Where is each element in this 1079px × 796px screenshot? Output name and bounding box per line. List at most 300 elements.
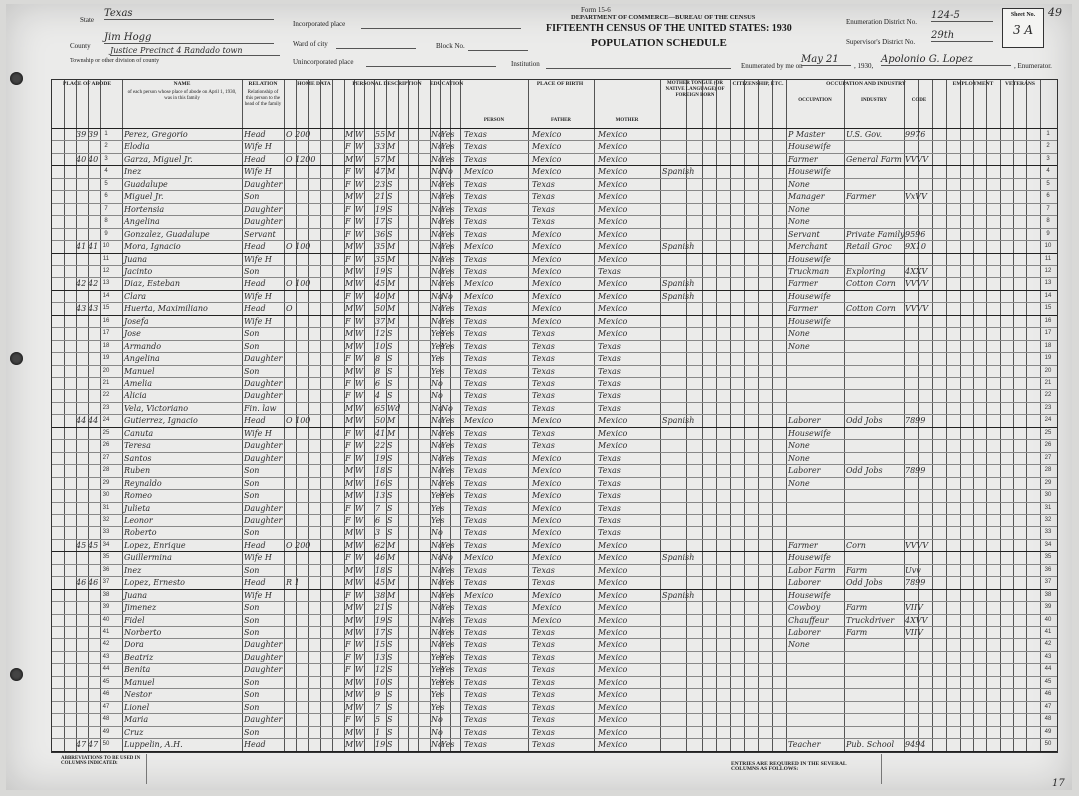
birthplace-father: Texas <box>532 640 555 650</box>
age: 6 <box>375 515 381 525</box>
line-number-right: 13 <box>1044 280 1052 287</box>
father-header: FATHER <box>550 118 572 123</box>
person-name: Ruben <box>124 466 151 476</box>
age: 12 <box>375 665 386 675</box>
sex: F <box>345 715 351 725</box>
table-row <box>52 526 1057 538</box>
birthplace-person: Mexico <box>464 553 494 563</box>
race: W <box>355 329 364 339</box>
birthplace-father: Texas <box>532 690 555 700</box>
age: 13 <box>375 652 386 662</box>
line-number: 45 <box>102 678 110 685</box>
school-attendance: Yes <box>431 366 445 376</box>
industry: Cotton Corn <box>846 279 896 289</box>
age: 9 <box>375 690 381 700</box>
birthplace-person: Texas <box>464 130 487 139</box>
line-number-right: 29 <box>1044 479 1052 486</box>
industry: Farmer <box>846 192 876 202</box>
sex: M <box>345 192 354 202</box>
line-number-right: 35 <box>1044 554 1052 561</box>
sex: F <box>345 640 351 650</box>
line-number: 16 <box>102 317 110 324</box>
line-number: 14 <box>102 292 110 299</box>
line-number: 2 <box>104 143 108 150</box>
industry: Odd Jobs <box>846 578 883 588</box>
birthplace-mother: Mexico <box>598 154 628 164</box>
birthplace-person: Texas <box>464 665 487 675</box>
race: W <box>355 503 364 513</box>
birthplace-person: Texas <box>464 354 487 364</box>
birthplace-mother: Texas <box>598 366 621 376</box>
line-number-right: 34 <box>1044 541 1052 548</box>
industry: Pub. School <box>846 740 895 750</box>
marital-status: M <box>387 254 396 264</box>
line-number-right: 40 <box>1044 616 1052 623</box>
relation: Wife H <box>244 590 272 600</box>
line-number: 32 <box>102 516 110 523</box>
age: 36 <box>375 229 386 239</box>
table-row <box>52 626 1057 638</box>
school-attendance: No <box>431 391 443 401</box>
sex: F <box>345 291 351 301</box>
birthplace-person: Texas <box>464 441 487 451</box>
line-number-right: 41 <box>1044 629 1052 635</box>
dwelling-number: 39 <box>76 130 87 139</box>
industry: Farm <box>846 603 868 613</box>
line-number: 40 <box>102 616 110 623</box>
industry: Truckdriver <box>846 615 895 625</box>
age: 8 <box>375 354 381 364</box>
block-line <box>468 42 528 51</box>
birthplace-mother: Mexico <box>598 279 628 289</box>
family-number: 42 <box>88 279 99 289</box>
supervisor-value: 29th <box>931 30 993 42</box>
school-attendance: No <box>431 204 443 214</box>
birthplace-mother: Mexico <box>598 578 628 588</box>
sex: F <box>345 503 351 513</box>
relation: Son <box>244 690 260 700</box>
group-personal: PERSONAL DESCRIPTION <box>352 81 422 87</box>
township-value: Justice Precinct 4 Randado town <box>110 46 280 56</box>
marital-status: S <box>387 652 393 662</box>
incorporated-line <box>361 20 521 29</box>
table-row <box>52 228 1057 240</box>
table-row <box>52 663 1057 675</box>
marital-status: S <box>387 503 393 513</box>
relation: Wife H <box>244 142 272 152</box>
census-title: FIFTEENTH CENSUS OF THE UNITED STATES: 1930 <box>546 23 792 34</box>
relation: Head <box>244 304 266 314</box>
occupation-code: VIIV <box>905 628 923 637</box>
can-read: Yes <box>441 279 455 289</box>
race: W <box>355 515 364 525</box>
person-name: Alicia <box>124 391 147 401</box>
birthplace-mother: Texas <box>598 528 621 538</box>
marital-status: S <box>387 491 393 501</box>
family-number: 41 <box>88 242 99 252</box>
person-name: Hortensia <box>124 204 165 214</box>
home-tenure: O 100 <box>286 242 311 252</box>
table-row <box>52 489 1057 501</box>
birthplace-person: Texas <box>464 578 487 588</box>
line-number-right: 12 <box>1044 267 1052 274</box>
can-read: Yes <box>441 491 455 501</box>
table-row <box>52 439 1057 451</box>
race: W <box>355 553 364 563</box>
person-name: Benita <box>124 665 151 675</box>
code-header: CODE <box>911 98 927 103</box>
incorporated-label: Incorporated place <box>293 20 346 28</box>
can-read: Yes <box>441 603 455 613</box>
person-name: Cruz <box>124 727 144 737</box>
can-read: Yes <box>441 242 455 252</box>
school-attendance: No <box>431 379 443 388</box>
birthplace-person: Texas <box>464 329 487 339</box>
line-number: 7 <box>104 205 108 212</box>
can-read: Yes <box>441 540 455 550</box>
group-home-data: HOME DATA <box>297 81 331 87</box>
birthplace-mother: Texas <box>598 391 621 401</box>
birthplace-mother: Mexico <box>598 740 628 750</box>
line-number: 34 <box>102 541 110 548</box>
can-read: No <box>441 403 453 413</box>
occupation-code: VVVV <box>905 540 929 550</box>
person-name: Beatriz <box>124 652 154 662</box>
line-number-right: 23 <box>1044 404 1052 411</box>
school-attendance: No <box>431 192 443 202</box>
birthplace-person: Texas <box>464 366 487 376</box>
mother-tongue: Spanish <box>662 167 695 177</box>
relation: Daughter <box>244 453 283 463</box>
relation: Wife H <box>244 291 272 301</box>
table-row <box>52 738 1057 750</box>
sex: M <box>345 677 354 687</box>
birthplace-father: Mexico <box>532 242 562 252</box>
race: W <box>355 615 364 625</box>
school-attendance: No <box>431 279 443 289</box>
school-attendance: Yes <box>431 503 445 513</box>
line-number: 41 <box>102 629 110 635</box>
occupation: Housewife <box>788 167 831 177</box>
age: 6 <box>375 379 381 388</box>
race: W <box>355 702 364 712</box>
person-name: Vela, Victoriano <box>124 403 189 413</box>
home-tenure: O 1200 <box>286 154 316 164</box>
can-read: No <box>441 553 453 563</box>
race: W <box>355 665 364 675</box>
marital-status: M <box>387 553 396 563</box>
sex: M <box>345 242 354 252</box>
sex: F <box>345 217 351 227</box>
birthplace-person: Texas <box>464 727 487 737</box>
sheet-value: 3 A <box>1012 23 1034 37</box>
birthplace-person: Texas <box>464 217 487 227</box>
occupation-header: OCCUPATION <box>798 98 832 103</box>
can-read: Yes <box>441 652 455 662</box>
relation: Fin. law <box>244 403 277 413</box>
occupation-code: 9X10 <box>905 242 926 252</box>
occupation: P Master <box>788 130 825 139</box>
age: 18 <box>375 466 386 476</box>
age: 62 <box>375 540 386 550</box>
age: 47 <box>375 167 386 177</box>
birthplace-father: Mexico <box>532 167 562 177</box>
family-number: 44 <box>88 416 99 426</box>
person-name: Manuel <box>124 366 155 376</box>
table-row <box>52 614 1057 626</box>
school-attendance: No <box>431 727 443 737</box>
industry: Farm <box>846 565 868 575</box>
relation: Son <box>244 615 260 625</box>
birthplace-mother: Mexico <box>598 192 628 202</box>
marital-status: S <box>387 266 393 276</box>
home-tenure: O 100 <box>286 279 311 289</box>
name-description: of each person whose place of abode on April 1, 1930, was in this family <box>127 90 237 101</box>
age: 7 <box>375 503 381 513</box>
birthplace-father: Texas <box>532 354 555 364</box>
school-attendance: No <box>431 179 443 189</box>
birthplace-father: Mexico <box>532 603 562 613</box>
person-name: Reynaldo <box>124 478 162 488</box>
marital-status: S <box>387 478 393 488</box>
occupation: Laborer <box>788 628 821 637</box>
supervisor-label: Supervisor's District No. <box>846 38 916 46</box>
occupation-code: VIIV <box>905 603 923 613</box>
birthplace-person: Texas <box>464 304 487 314</box>
sex: M <box>345 702 354 712</box>
line-number: 5 <box>104 180 108 187</box>
birthplace-father: Texas <box>532 329 555 339</box>
marital-status: S <box>387 192 393 202</box>
line-number: 27 <box>102 454 110 461</box>
table-row <box>52 253 1057 265</box>
birthplace-person: Texas <box>464 677 487 687</box>
occupation-code: 4XXV <box>905 266 928 276</box>
can-read: Yes <box>441 677 455 687</box>
birthplace-father: Mexico <box>532 316 562 326</box>
can-read: Yes <box>441 640 455 650</box>
industry: Private Family <box>846 229 905 239</box>
group-place-of-abode: PLACE OF ABODE <box>62 81 112 87</box>
line-number-right: 11 <box>1044 255 1052 262</box>
mother-tongue: Spanish <box>662 553 695 563</box>
marital-status: S <box>387 640 393 650</box>
marital-status: Wd <box>387 403 401 413</box>
table-row <box>52 153 1057 165</box>
birthplace-person: Texas <box>464 403 487 413</box>
birthplace-person: Texas <box>464 142 487 152</box>
birthplace-father: Mexico <box>532 229 562 239</box>
race: W <box>355 565 364 575</box>
birthplace-mother: Mexico <box>598 677 628 687</box>
line-number-right: 47 <box>1044 703 1052 710</box>
birthplace-father: Mexico <box>532 540 562 550</box>
sex: M <box>345 491 354 501</box>
group-citizenship: CITIZENSHIP, ETC. <box>732 81 784 87</box>
occupation: Laborer <box>788 466 821 476</box>
age: 21 <box>375 603 386 613</box>
sex: F <box>345 167 351 177</box>
sex: M <box>345 130 354 139</box>
table-row <box>52 427 1057 439</box>
age: 7 <box>375 702 381 712</box>
line-number: 28 <box>102 467 110 474</box>
age: 5 <box>375 715 381 725</box>
schedule-title: POPULATION SCHEDULE <box>591 37 727 49</box>
form-number: Form 15-6 <box>581 6 611 14</box>
age: 8 <box>375 366 381 376</box>
birthplace-mother: Mexico <box>598 441 628 451</box>
person-name: Clara <box>124 291 147 301</box>
birthplace-person: Mexico <box>464 279 494 289</box>
table-row <box>52 464 1057 476</box>
occupation: Farmer <box>788 540 818 550</box>
sex: F <box>345 204 351 214</box>
race: W <box>355 229 364 239</box>
birthplace-father: Mexico <box>532 590 562 600</box>
birthplace-mother: Texas <box>598 503 621 513</box>
race: W <box>355 142 364 152</box>
can-read: Yes <box>441 466 455 476</box>
school-attendance: No <box>431 540 443 550</box>
person-name: Canuta <box>124 428 154 438</box>
group-name: NAME <box>173 81 191 87</box>
line-number: 50 <box>102 741 110 748</box>
person-name: Dora <box>124 640 144 650</box>
school-attendance: No <box>431 428 443 438</box>
line-number-right: 50 <box>1044 741 1052 748</box>
occupation: Housewife <box>788 590 831 600</box>
birthplace-person: Texas <box>464 690 487 700</box>
occupation: Farmer <box>788 154 818 164</box>
state-value: Texas <box>104 8 274 20</box>
birthplace-person: Texas <box>464 628 487 637</box>
occupation: Servant <box>788 229 820 239</box>
occupation: Cowboy <box>788 603 821 613</box>
dwelling-number: 43 <box>76 304 87 314</box>
table-row <box>52 365 1057 377</box>
marital-status: M <box>387 590 396 600</box>
person-name: Miguel Jr. <box>124 192 164 202</box>
institution-label: Institution <box>511 60 540 68</box>
race: W <box>355 603 364 613</box>
sex: F <box>345 354 351 364</box>
sex: M <box>345 304 354 314</box>
table-row <box>52 128 1057 140</box>
race: W <box>355 266 364 276</box>
relation: Head <box>244 242 266 252</box>
marital-status: S <box>387 379 393 388</box>
occupation: Chauffeur <box>788 615 829 625</box>
table-row <box>52 452 1057 464</box>
line-number-right: 20 <box>1044 367 1052 374</box>
birthplace-father: Texas <box>532 441 555 451</box>
table-row <box>52 277 1057 289</box>
person-name: Norberto <box>124 628 162 637</box>
enumerator-suffix: , Enumerator. <box>1014 62 1052 70</box>
relation: Head <box>244 578 266 588</box>
sex: M <box>345 540 354 550</box>
birthplace-mother: Texas <box>598 491 621 501</box>
race: W <box>355 441 364 451</box>
school-attendance: No <box>431 565 443 575</box>
birthplace-father: Texas <box>532 628 555 637</box>
sex: F <box>345 652 351 662</box>
birthplace-mother: Mexico <box>598 204 628 214</box>
school-attendance: No <box>431 217 443 227</box>
birthplace-father: Mexico <box>532 291 562 301</box>
mother-tongue: Spanish <box>662 291 695 301</box>
occupation: Housewife <box>788 142 831 152</box>
marital-status: M <box>387 578 396 588</box>
punch-hole-icon <box>10 72 23 85</box>
person-name: Luppelin, A.H. <box>124 740 183 750</box>
race: W <box>355 590 364 600</box>
marital-status: S <box>387 690 393 700</box>
sex: M <box>345 528 354 538</box>
line-number: 11 <box>102 255 110 262</box>
industry: U.S. Gov. <box>846 130 883 139</box>
sex: M <box>345 329 354 339</box>
line-number: 35 <box>102 554 110 561</box>
line-number-right: 48 <box>1044 716 1052 723</box>
birthplace-mother: Texas <box>598 515 621 525</box>
birthplace-person: Texas <box>464 316 487 326</box>
birthplace-father: Mexico <box>532 466 562 476</box>
race: W <box>355 304 364 314</box>
occupation: Farmer <box>788 279 818 289</box>
birthplace-father: Mexico <box>532 453 562 463</box>
race: W <box>355 192 364 202</box>
relation: Son <box>244 677 260 687</box>
line-number: 25 <box>102 429 110 436</box>
race: W <box>355 154 364 164</box>
birthplace-mother: Mexico <box>598 553 628 563</box>
home-tenure: O 100 <box>286 416 311 426</box>
sex: M <box>345 478 354 488</box>
occupation: None <box>788 217 810 227</box>
can-read: No <box>441 167 453 177</box>
occupation: Teacher <box>788 740 821 750</box>
can-read: Yes <box>441 615 455 625</box>
marital-status: M <box>387 279 396 289</box>
line-number: 31 <box>102 504 110 511</box>
birthplace-father: Texas <box>532 740 555 750</box>
birthplace-person: Texas <box>464 640 487 650</box>
table-row <box>52 402 1057 414</box>
birthplace-mother: Mexico <box>598 652 628 662</box>
birthplace-person: Texas <box>464 478 487 488</box>
birthplace-person: Texas <box>464 379 487 388</box>
age: 35 <box>375 254 386 264</box>
sex: M <box>345 366 354 376</box>
age: 41 <box>375 428 386 438</box>
school-attendance: No <box>431 603 443 613</box>
race: W <box>355 379 364 388</box>
family-number: 46 <box>88 578 99 588</box>
table-row <box>52 676 1057 688</box>
table-row <box>52 352 1057 364</box>
line-number-right: 25 <box>1044 429 1052 436</box>
age: 13 <box>375 491 386 501</box>
person-name: Armando <box>124 341 162 351</box>
table-row <box>52 576 1057 588</box>
table-row <box>52 564 1057 576</box>
age: 4 <box>375 391 381 401</box>
birthplace-person: Texas <box>464 503 487 513</box>
can-read: Yes <box>441 565 455 575</box>
birthplace-person: Texas <box>464 615 487 625</box>
